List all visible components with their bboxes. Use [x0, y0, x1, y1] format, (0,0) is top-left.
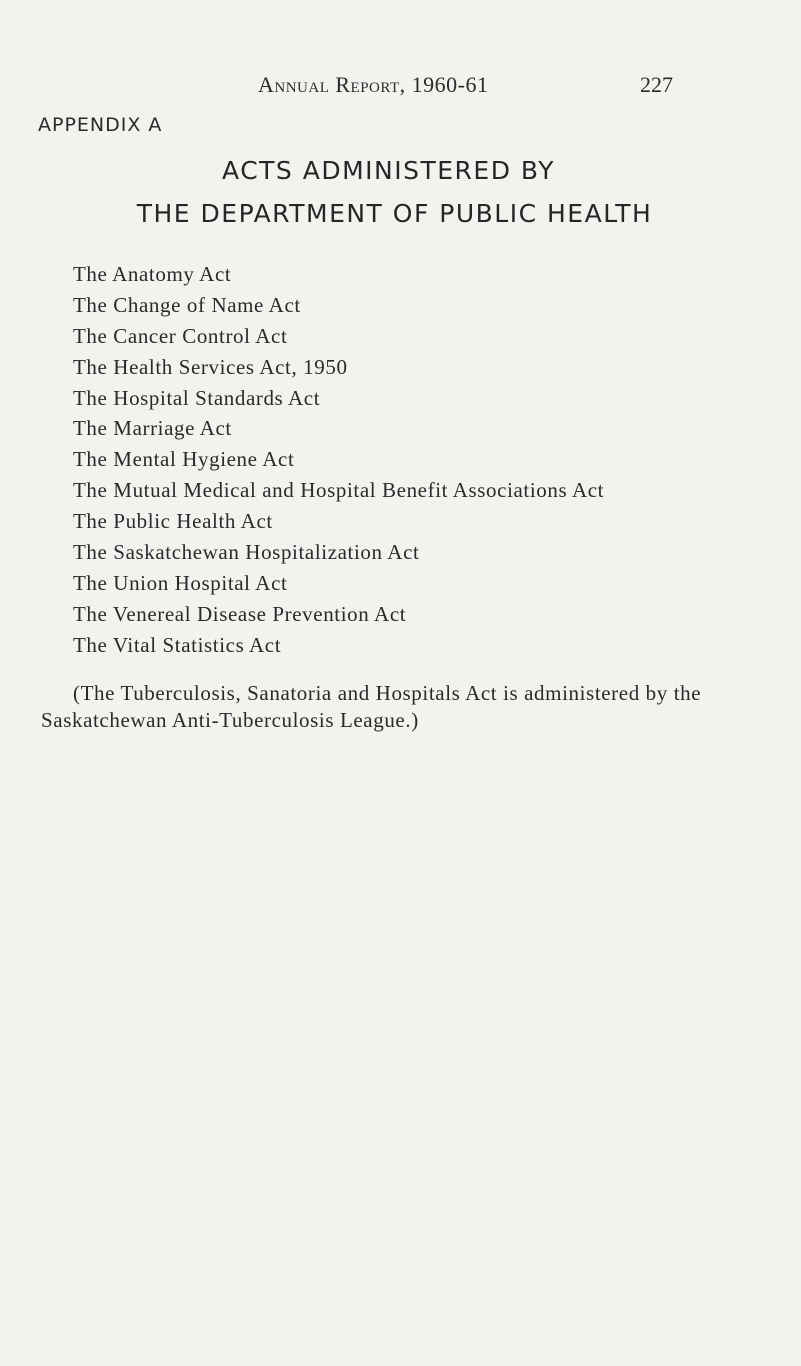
list-item: The Venereal Disease Prevention Act [73, 601, 407, 626]
list-item: The Hospital Standards Act [73, 385, 321, 410]
list-item: The Health Services Act, 1950 [73, 354, 348, 379]
appendix-label: APPENDIX A [38, 114, 163, 136]
list-item: The Change of Name Act [73, 292, 301, 317]
list-item: The Vital Statistics Act [73, 632, 282, 657]
list-item: The Marriage Act [73, 416, 232, 441]
page-title-line-2: THE DEPARTMENT OF PUBLIC HEALTH [136, 199, 653, 228]
list-item: The Saskatchewan Hospitalization Act [73, 540, 420, 565]
footnote: (The Tuberculosis, Sanatoria and Hospitals Act is administered by the Saskatchewan Anti-Tuberculosis League.) [41, 681, 702, 732]
page-number: 227 [640, 72, 673, 97]
list-item: The Cancer Control Act [73, 323, 288, 348]
running-head-title: Annual Report, 1960-61 [258, 72, 489, 97]
page-title-line-1: ACTS ADMINISTERED BY [222, 156, 555, 185]
list-item: The Union Hospital Act [73, 570, 288, 595]
acts-list [73, 259, 604, 661]
list-item: The Mutual Medical and Hospital Benefit Associations Act [73, 478, 605, 503]
list-item: The Public Health Act [73, 509, 273, 534]
list-item: The Anatomy Act [73, 262, 232, 286]
list-item: The Mental Hygiene Act [73, 447, 295, 472]
